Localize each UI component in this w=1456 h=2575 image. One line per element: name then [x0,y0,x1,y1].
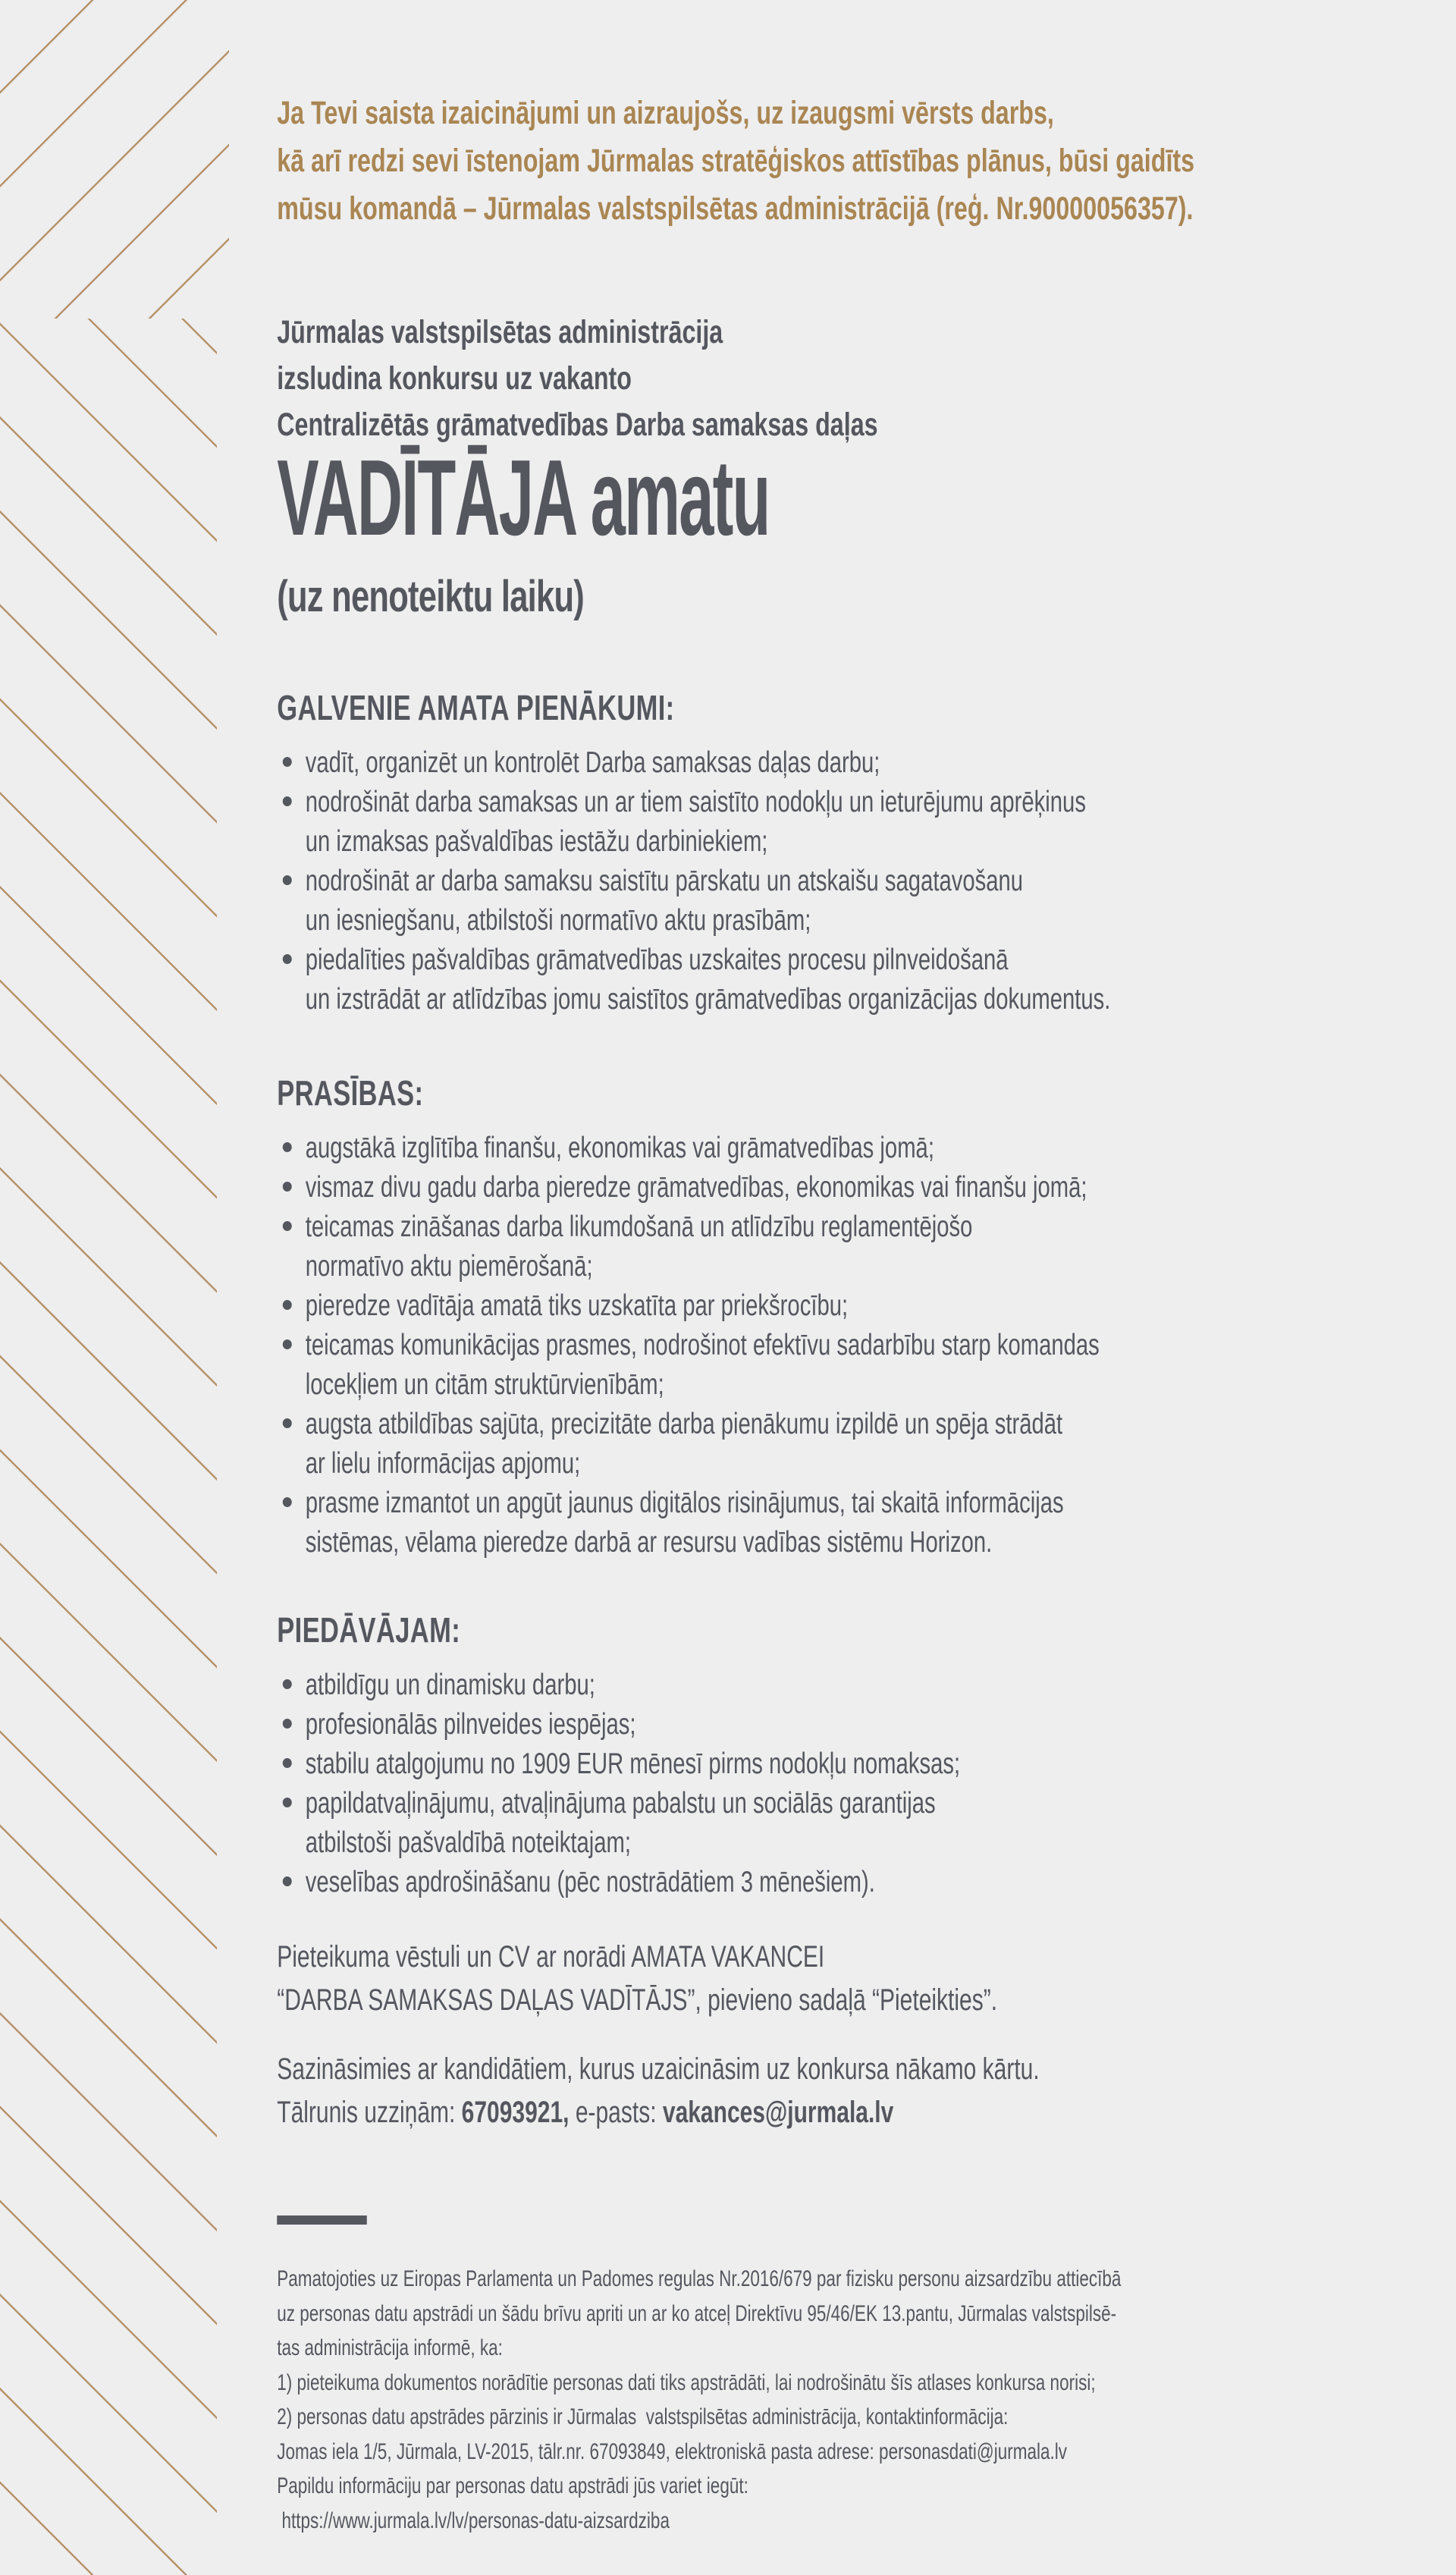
bullet-line: sistēmas, vēlama pieredze darbā ar resursu vadības sistēmu Horizon. [305,1526,993,1559]
contract-term: (uz nenoteiktu laiku) [277,572,585,621]
footer-divider-dash [277,2215,367,2225]
bullet-item [277,1405,1210,1484]
intro-text [277,89,1210,233]
bullet-line: teicamas komunikācijas prasmes, nodrošinot efektīvu sadarbību starp komandas [305,1329,1100,1361]
privacy-notice [277,2262,1210,2538]
privacy-line: 1) pieteikuma dokumentos norādītie personas dati tiks apstrādāti, lai nodrošinātu šīs atlases konkursa norisi; [277,2369,1096,2395]
bullet-list-offer [277,1666,1210,1902]
announcement-line: izsludina konkursu uz vakanto [277,360,632,397]
privacy-line: Jomas iela 1/5, Jūrmala, LV-2015, tālr.nr. 67093849, elektroniskā pasta adrese: personasdati@jurmala.lv [277,2438,1068,2464]
bullet-item [277,1744,1210,1784]
bullet-line: atbildīgu un dinamisku darbu; [305,1669,595,1701]
bullet-item [277,1705,1210,1744]
bullet-line: papildatvaļinājumu, atvaļinājuma pabalstu un sociālās garantijas [305,1787,936,1820]
bullet-line: vismaz divu gadu darba pieredze grāmatvedības, ekonomikas vai finanšu jomā; [305,1171,1087,1204]
bullet-item [277,941,1210,1019]
bullet-item [277,1129,1210,1168]
page-title-text: VADĪTĀJA amatu [277,438,770,558]
section-heading-offer: PIEDĀVĀJAM: [277,1610,461,1650]
bullet-line: augstākā izglītība finanšu, ekonomikas vai grāmatvedības jomā; [305,1132,934,1164]
application-instructions [277,1936,1210,2022]
vacancy-announcement [277,309,1210,448]
bullet-line: vadīt, organizēt un kontrolēt Darba samaksas daļas darbu; [305,746,880,779]
bullet-line: pieredze vadītāja amatā tiks uzskatīta par priekšrocību; [305,1289,849,1322]
contact-phone-email-line [277,2091,1210,2134]
privacy-line: https://www.jurmala.lv/lv/personas-datu-aizsardziba [277,2507,670,2533]
application-line: Pieteikuma vēstuli un CV ar norādi AMATA VAKANCEI [277,1940,825,1974]
privacy-line: tas administrācija informē, ka: [277,2335,503,2360]
section-requirements [277,1072,1210,1562]
announcement-line: Jūrmalas valstspilsētas administrācija [277,314,723,350]
bullet-item [277,1286,1210,1326]
contact-followup-note: Sazināsimies ar kandidātiem, kurus uzaicināsim uz konkursa nākamo kārtu. [277,2052,1040,2086]
bullet-line: prasme izmantot un apgūt jaunus digitālos risinājumus, tai skaitā informācijas [305,1487,1064,1519]
bullet-line: un izmaksas pašvaldības iestāžu darbiniekiem; [305,825,768,858]
bullet-item [277,1484,1210,1562]
privacy-line: uz personas datu apstrādi un šādu brīvu apriti un ar ko atceļ Direktīvu 95/46/EK 13.pantu, Jūrmalas valstspilsē- [277,2300,1117,2326]
bullet-item [277,1784,1210,1863]
privacy-line: Pamatojoties uz Eiropas Parlamenta un Padomes regulas Nr.2016/679 par fizisku personu aizsardzību attiecībā [277,2266,1122,2291]
bullet-item [277,1326,1210,1405]
intro-line: kā arī redzi sevi īstenojam Jūrmalas stratēģiskos attīstības plānus, būsi gaidīts [277,143,1195,179]
bullet-line: un iesniegšanu, atbilstoši normatīvo aktu prasībām; [305,904,811,937]
application-line: “DARBA SAMAKSAS DAĻAS VADĪTĀJS”, pievieno sadaļā “Pieteikties”. [277,1983,998,2017]
section-duties [277,687,1210,1019]
contact-text-segment: Tālrunis uzziņām: [277,2096,462,2129]
bullet-line: piedalīties pašvaldības grāmatvedības uzskaites procesu pilnveidošanā [305,944,1009,976]
bullet-item [277,862,1210,941]
bullet-line: locekļiem un citām struktūrvienībām; [305,1368,664,1401]
contact-bold-segment: 67093921, [461,2096,570,2129]
page-title [277,438,1210,558]
bullet-line: stabilu atalgojumu no 1909 EUR mēnesī pirms nodokļu nomaksas; [305,1748,961,1780]
bullet-line: nodrošināt darba samaksas un ar tiem saistīto nodokļu un ieturējumu aprēķinus [305,786,1086,818]
bullet-line: profesionālās pilnveides iespējas; [305,1708,636,1741]
bullet-line: ar lielu informācijas apjomu; [305,1447,581,1480]
bullet-line: normatīvo aktu piemērošanā; [305,1250,593,1283]
bullet-item [277,783,1210,862]
privacy-line: Papildu informāciju par personas datu apstrādi jūs variet iegūt: [277,2473,748,2498]
bullet-line: veselības apdrošināšanu (pēc nostrādātiem 3 mēnešiem). [305,1866,875,1898]
bullet-item [277,743,1210,783]
contact-bold-segment: vakances@jurmala.lv [662,2096,894,2129]
intro-line: Ja Tevi saista izaicinājumi un aizraujošs, uz izaugsmi vērsts darbs, [277,95,1054,131]
announcement-line: Centralizētās grāmatvedības Darba samaksas daļas [277,407,878,443]
privacy-line: 2) personas datu apstrādes pārzinis ir Jūrmalas valstspilsētas administrācija, kontaktinformācija: [277,2404,1009,2429]
bullet-item [277,1863,1210,1902]
bullet-line: nodrošināt ar darba samaksu saistītu pārskatu un atskaišu sagatavošanu [305,865,1024,897]
bullet-item [277,1168,1210,1207]
bullet-line: teicamas zināšanas darba likumdošanā un atlīdzību reglamentējošo [305,1211,973,1243]
section-heading-requirements: PRASĪBAS: [277,1073,424,1113]
section-offer [277,1609,1210,1902]
bullet-list-requirements [277,1129,1210,1562]
bullet-line: atbilstoši pašvaldībā noteiktajam; [305,1826,631,1859]
section-heading-duties: GALVENIE AMATA PIENĀKUMI: [277,688,675,727]
bullet-item [277,1207,1210,1286]
bullet-list-duties [277,743,1210,1019]
bullet-line: un izstrādāt ar atlīdzības jomu saistītos grāmatvedības organizācijas dokumentus. [305,983,1111,1016]
contact-text-segment: e-pasts: [569,2096,663,2129]
bullet-item [277,1666,1210,1705]
bullet-line: augsta atbildības sajūta, precizitāte darba pienākumu izpildē un spēja strādāt [305,1408,1063,1440]
contact-info [277,2048,1210,2134]
intro-line: mūsu komandā – Jūrmalas valstspilsētas administrācijā (reģ. Nr.90000056357). [277,190,1194,227]
